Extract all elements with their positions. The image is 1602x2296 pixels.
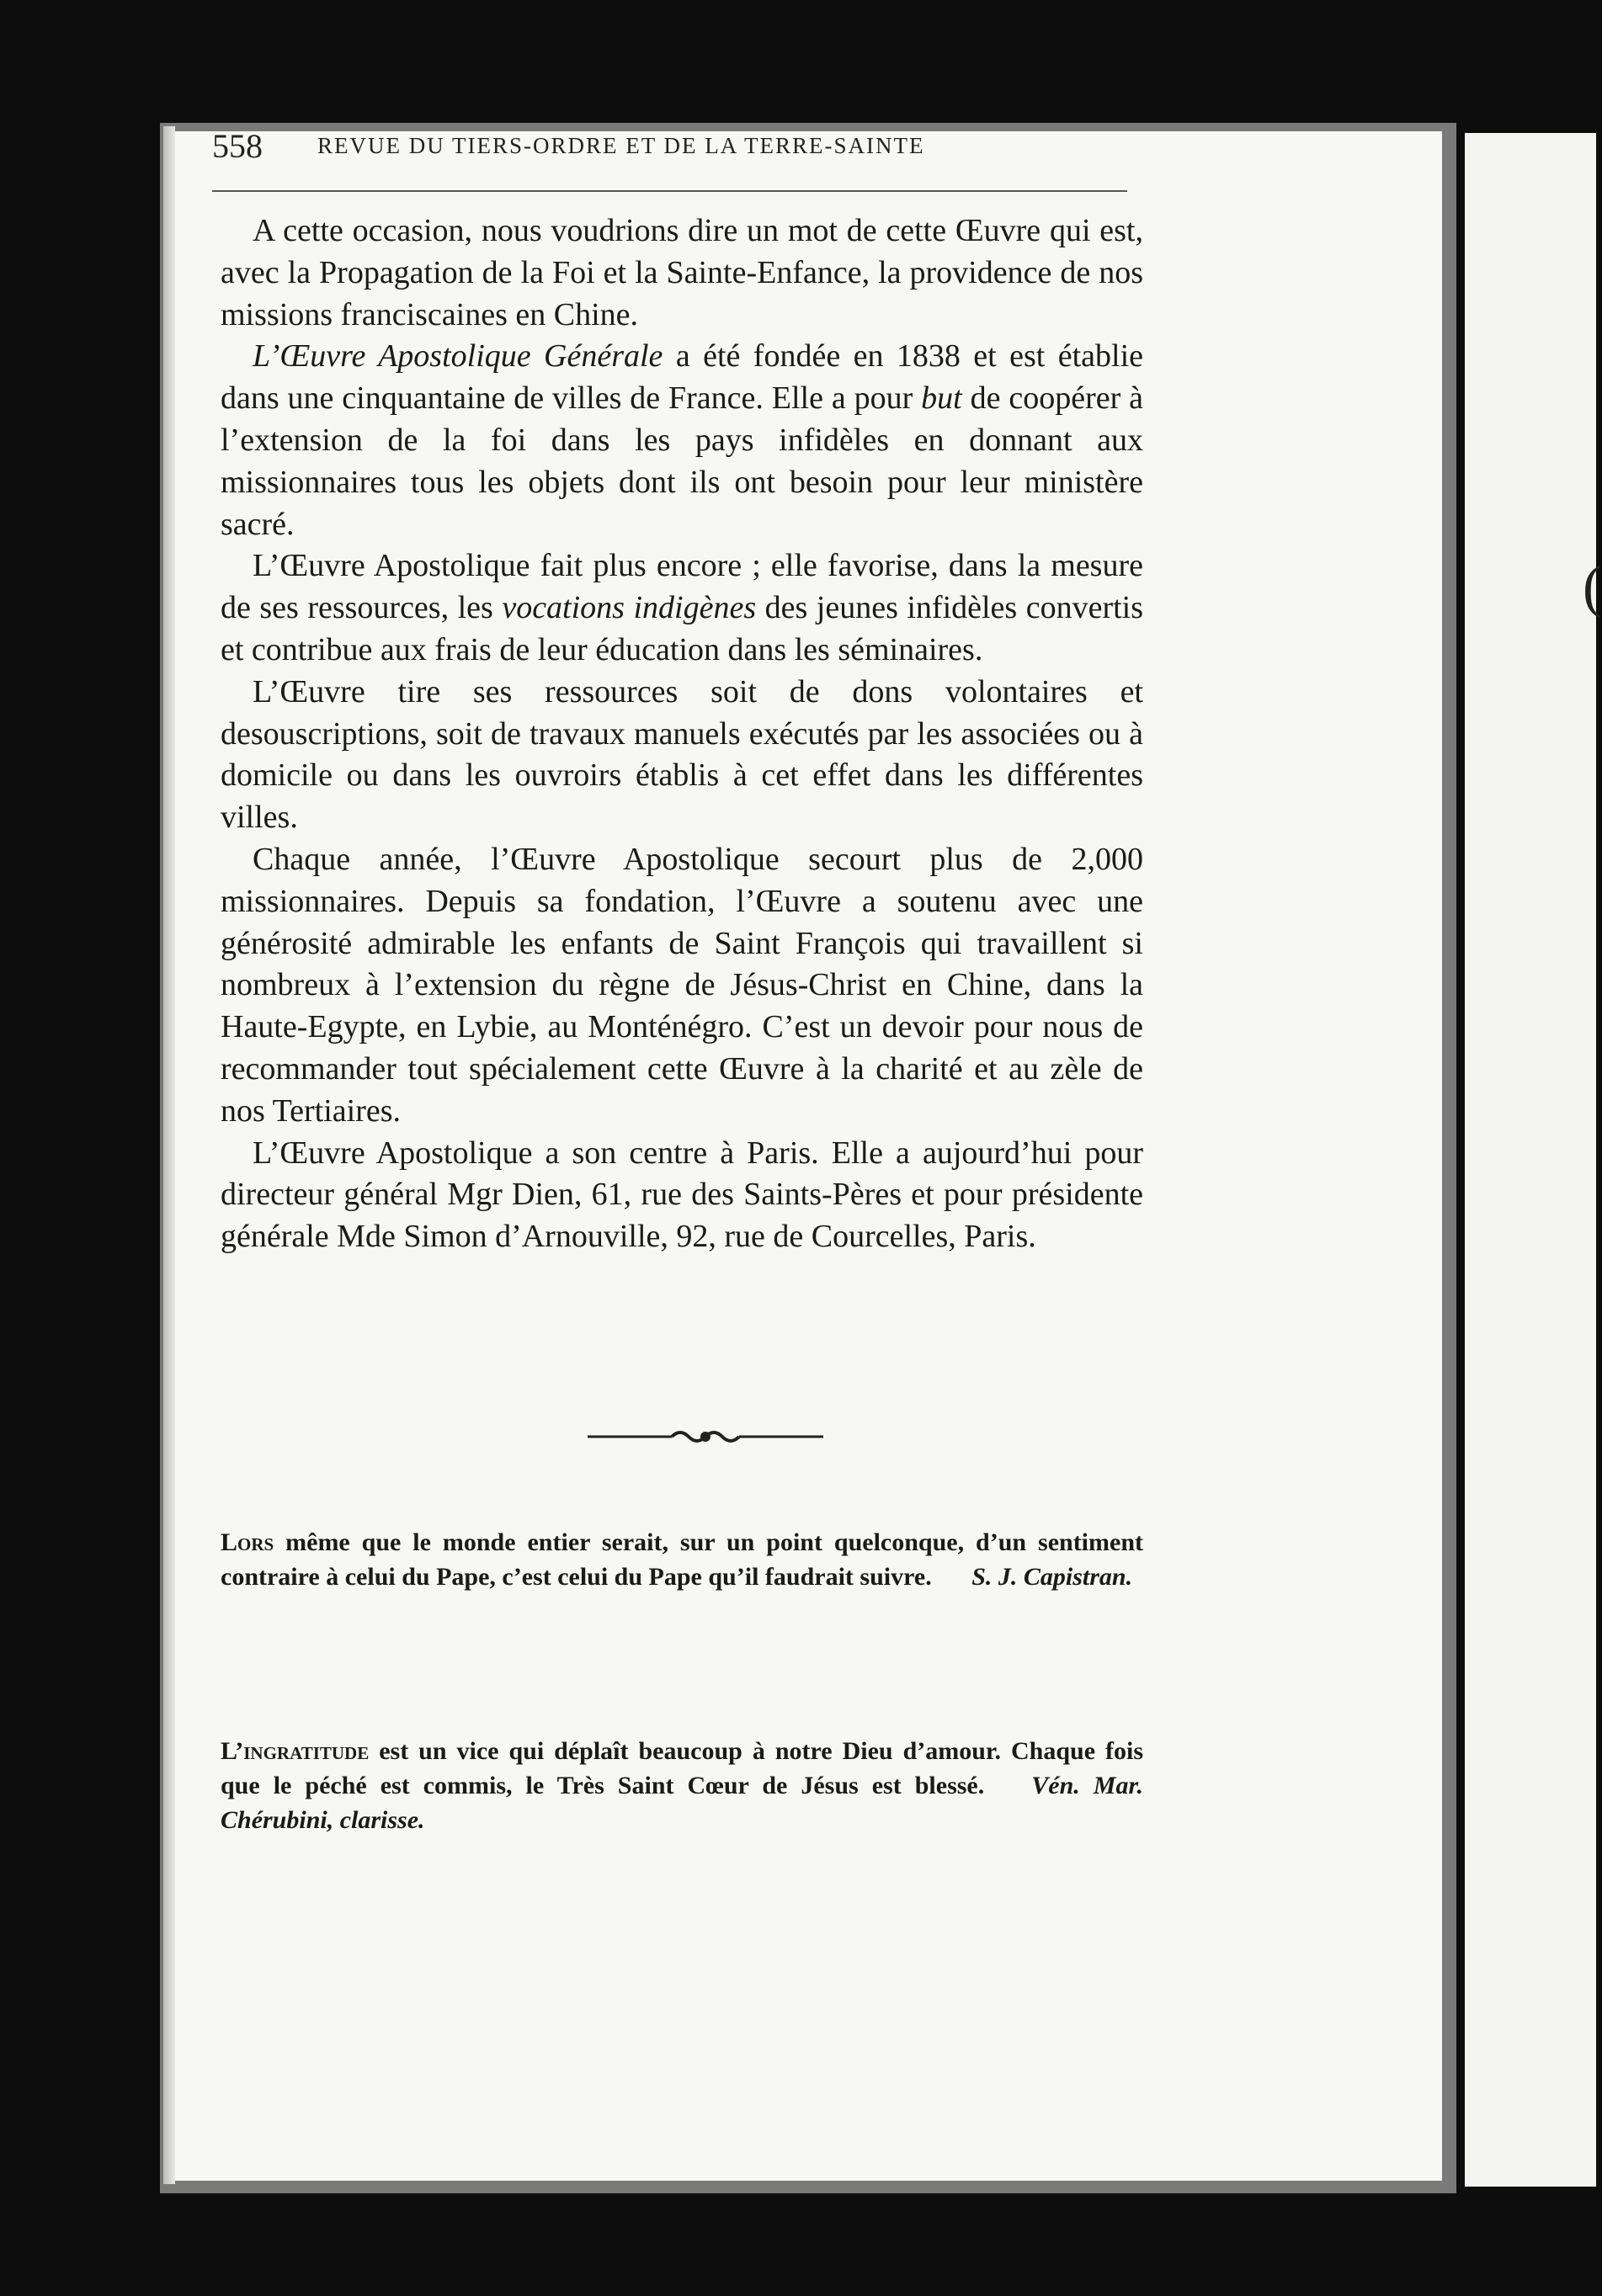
paragraph-2-italic: L’Œuvre Apostolique Générale bbox=[253, 338, 663, 375]
paragraph-3 bbox=[221, 545, 1143, 671]
quote-1-text: même que le monde entier serait, sur un point quelconque, d’un sentiment contraire à celui du Pape, c’est celui du Pape qu’il faudrait suivre. bbox=[221, 1528, 1143, 1591]
article-body bbox=[221, 210, 1143, 1258]
paragraph-1: A cette occasion, nous voudrions dire un mot de cette Œuvre qui est, avec la Propagation de la Foi et la Sainte-Enfance, la providence de nos missions franciscaines en Chine. bbox=[221, 213, 1143, 332]
facing-page bbox=[1465, 133, 1602, 2187]
paragraph-5: Chaque année, l’Œuvre Apostolique secourt plus de 2,000 missionnaires. Depuis sa fondation, l’Œuvre a soutenu avec une générosité admirable les enfants de Saint François qui travaillent si nombreux à l’extension du règne de Jésus-Christ en Chine, dans la Haute-Egypte, en Lybie, au Monténégro. C’est un devoir pour nous de recommander tout spécialement cette Œuvre à la charité et au zèle de nos Tertiaires. bbox=[221, 841, 1143, 1129]
paragraph-3-text-b: des jeunes infidèles convertis et contribue aux frais de leur éducation dans les séminaires. bbox=[221, 590, 1144, 667]
paragraph-3-text-a: L’Œuvre Apostolique fait plus encore ; elle favorise, dans la mesure de ses ressources, les bbox=[221, 548, 1143, 626]
facing-page-glyph: ( bbox=[1583, 555, 1602, 619]
page-number: 558 bbox=[212, 127, 263, 165]
quote-1-lead: Lors bbox=[221, 1528, 274, 1556]
paragraph-2-text-a: a été fondée en 1838 et est établie dans une cinquantaine de villes de France. Elle a pour bbox=[221, 338, 1144, 417]
header-rule bbox=[212, 190, 1127, 192]
quote-2-attribution: Vén. Mar. Chérubini, clarisse. bbox=[221, 1772, 1143, 1834]
paragraph-2-text-b: de coopérer à l’extension de la foi dans les pays infidèles en donnant aux missionnaires tous les objets dont ils ont besoin pour leur ministère sacré. bbox=[221, 380, 1143, 542]
paragraph-3-italic: vocations indigènes bbox=[502, 590, 757, 626]
quote-2-text: est un vice qui déplaît beaucoup à notre Dieu d’amour. Chaque fois que le péché est commis, le Très Saint Cœur de Jésus est blessé. bbox=[221, 1737, 1143, 1799]
quote-cherubini bbox=[221, 1734, 1143, 1837]
paragraph-2 bbox=[221, 336, 1143, 545]
paragraph-6: L’Œuvre Apostolique a son centre à Paris. Elle a aujourd’hui pour directeur général Mgr Dien, 61, rue des Saints-Pères et pour présidente générale Mde Simon d’Arnouville, 92, rue de Courcelles, Paris. bbox=[221, 1135, 1143, 1255]
quote-2-lead: L’ingratitude bbox=[221, 1737, 370, 1765]
ornament-divider bbox=[588, 1424, 823, 1449]
quote-capistran bbox=[221, 1525, 1143, 1594]
paragraph-4: L’Œuvre tire ses ressources soit de dons volontaires et desouscriptions, soit de travaux manuels exécutés par les associées ou à domicile ou dans les ouvroirs établis à cet effet dans les différentes villes. bbox=[221, 673, 1143, 836]
page-edge bbox=[163, 126, 175, 2184]
paragraph-2-italic-but: but bbox=[921, 380, 962, 417]
quote-1-attribution: S. J. Capistran. bbox=[971, 1563, 1133, 1591]
page-header bbox=[212, 126, 1126, 173]
running-head: REVUE DU TIERS-ORDRE ET DE LA TERRE-SAINTE bbox=[317, 133, 925, 158]
